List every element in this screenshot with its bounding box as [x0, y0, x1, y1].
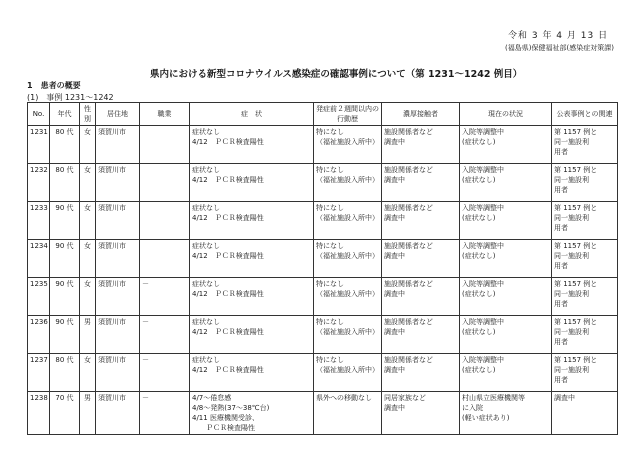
case-relation: 第 1157 例と 同一施設利 用者 — [552, 354, 618, 392]
table-row — [28, 354, 618, 392]
case-number: 1235 — [28, 278, 50, 316]
case-contacts: 施設関係者など 調査中 — [382, 126, 460, 164]
case-relation: 第 1157 例と 同一施設利 用者 — [552, 278, 618, 316]
column-header: 発症前２週間以内の行動歴 — [314, 103, 382, 126]
column-header: 公表事例との関連 — [552, 103, 618, 126]
case-symptoms: 症状なし 4/12 ＰＣＲ検査陽性 — [190, 354, 314, 392]
column-header: No. — [28, 103, 50, 126]
table-row — [28, 392, 618, 435]
case-sex: 女 — [80, 240, 96, 278]
case-history: 県外への移動なし — [314, 392, 382, 435]
case-status: 入院等調整中 (症状なし) — [460, 240, 552, 278]
case-sex: 女 — [80, 354, 96, 392]
case-contacts: 同居家族など 調査中 — [382, 392, 460, 435]
case-symptoms: 4/7～倦怠感 4/8～発熱(37～38℃台) 4/11 医療機関受診、 ＰＣＲ検査陽性 — [190, 392, 314, 435]
case-sex: 男 — [80, 316, 96, 354]
case-symptoms: 症状なし 4/12 ＰＣＲ検査陽性 — [190, 240, 314, 278]
case-number: 1237 — [28, 354, 50, 392]
section-heading: 1 患者の概要 — [27, 81, 81, 90]
case-sex: 女 — [80, 126, 96, 164]
case-status: 入院等調整中 (症状なし) — [460, 126, 552, 164]
case-residence: 須賀川市 — [96, 126, 140, 164]
case-sex: 女 — [80, 278, 96, 316]
case-occupation: － — [140, 392, 190, 435]
case-occupation: － — [140, 278, 190, 316]
case-contacts: 施設関係者など 調査中 — [382, 164, 460, 202]
case-status: 入院等調整中 (症状なし) — [460, 164, 552, 202]
table-row — [28, 240, 618, 278]
column-header: 濃厚接触者 — [382, 103, 460, 126]
case-age: 90 代 — [50, 202, 80, 240]
case-contacts: 施設関係者など 調査中 — [382, 278, 460, 316]
column-header: 現在の状況 — [460, 103, 552, 126]
case-symptoms: 症状なし 4/12 ＰＣＲ検査陽性 — [190, 316, 314, 354]
case-occupation — [140, 164, 190, 202]
case-history: 特になし （福祉施設入所中） — [314, 202, 382, 240]
case-relation: 調査中 — [552, 392, 618, 435]
case-number: 1238 — [28, 392, 50, 435]
case-sex: 女 — [80, 202, 96, 240]
column-header: 居住地 — [96, 103, 140, 126]
case-symptoms: 症状なし 4/12 ＰＣＲ検査陽性 — [190, 164, 314, 202]
case-contacts: 施設関係者など 調査中 — [382, 316, 460, 354]
column-header: 性別 — [80, 103, 96, 126]
case-history: 特になし （福祉施設入所中） — [314, 354, 382, 392]
case-residence: 須賀川市 — [96, 164, 140, 202]
case-symptoms: 症状なし 4/12 ＰＣＲ検査陽性 — [190, 278, 314, 316]
column-header: 症 状 — [190, 103, 314, 126]
case-contacts: 施設関係者など 調査中 — [382, 240, 460, 278]
case-residence: 須賀川市 — [96, 202, 140, 240]
document-title: 県内における新型コロナウイルス感染症の確認事例について（第 1231～1242 例目） — [150, 69, 523, 80]
case-age: 90 代 — [50, 240, 80, 278]
case-residence: 須賀川市 — [96, 354, 140, 392]
case-symptoms: 症状なし 4/12 ＰＣＲ検査陽性 — [190, 126, 314, 164]
case-symptoms: 症状なし 4/12 ＰＣＲ検査陽性 — [190, 202, 314, 240]
case-occupation: － — [140, 354, 190, 392]
case-age: 70 代 — [50, 392, 80, 435]
document-date: 令和 3 年 4 月 13 日 — [508, 31, 609, 41]
case-residence: 須賀川市 — [96, 316, 140, 354]
case-age: 80 代 — [50, 126, 80, 164]
case-contacts: 施設関係者など 調査中 — [382, 354, 460, 392]
case-history: 特になし （福祉施設入所中） — [314, 164, 382, 202]
case-history: 特になし （福祉施設入所中） — [314, 316, 382, 354]
table-row — [28, 278, 618, 316]
case-relation: 第 1157 例と 同一施設利 用者 — [552, 316, 618, 354]
case-residence: 須賀川市 — [96, 278, 140, 316]
issuing-department: (福島県)保健福祉部(感染症対策課) — [505, 44, 614, 52]
case-number: 1233 — [28, 202, 50, 240]
table-row — [28, 126, 618, 164]
case-relation: 第 1157 例と 同一施設利 用者 — [552, 164, 618, 202]
case-number: 1231 — [28, 126, 50, 164]
case-age: 80 代 — [50, 354, 80, 392]
case-sex: 男 — [80, 392, 96, 435]
case-relation: 第 1157 例と 同一施設利 用者 — [552, 202, 618, 240]
case-history: 特になし （福祉施設入所中） — [314, 240, 382, 278]
case-age: 80 代 — [50, 164, 80, 202]
case-number: 1232 — [28, 164, 50, 202]
case-occupation — [140, 240, 190, 278]
table-row — [28, 316, 618, 354]
case-occupation — [140, 126, 190, 164]
subsection-heading: (1) 事例 1231～1242 — [27, 93, 114, 102]
case-residence: 須賀川市 — [96, 240, 140, 278]
case-status: 村山県立医療機関等 に入院 (軽い症状あり) — [460, 392, 552, 435]
case-status: 入院等調整中 (症状なし) — [460, 202, 552, 240]
column-header: 職業 — [140, 103, 190, 126]
case-status: 入院等調整中 (症状なし) — [460, 278, 552, 316]
table-row — [28, 164, 618, 202]
case-relation: 第 1157 例と 同一施設利 用者 — [552, 240, 618, 278]
case-number: 1236 — [28, 316, 50, 354]
case-table — [27, 102, 618, 435]
case-status: 入院等調整中 (症状なし) — [460, 316, 552, 354]
table-row — [28, 202, 618, 240]
column-header: 年代 — [50, 103, 80, 126]
case-age: 90 代 — [50, 278, 80, 316]
case-history: 特になし （福祉施設入所中） — [314, 126, 382, 164]
table-header-row — [28, 103, 618, 126]
case-occupation — [140, 202, 190, 240]
case-history: 特になし （福祉施設入所中） — [314, 278, 382, 316]
case-number: 1234 — [28, 240, 50, 278]
case-age: 90 代 — [50, 316, 80, 354]
case-status: 入院等調整中 (症状なし) — [460, 354, 552, 392]
case-sex: 女 — [80, 164, 96, 202]
case-occupation: － — [140, 316, 190, 354]
case-residence: 須賀川市 — [96, 392, 140, 435]
case-relation: 第 1157 例と 同一施設利 用者 — [552, 126, 618, 164]
case-contacts: 施設関係者など 調査中 — [382, 202, 460, 240]
